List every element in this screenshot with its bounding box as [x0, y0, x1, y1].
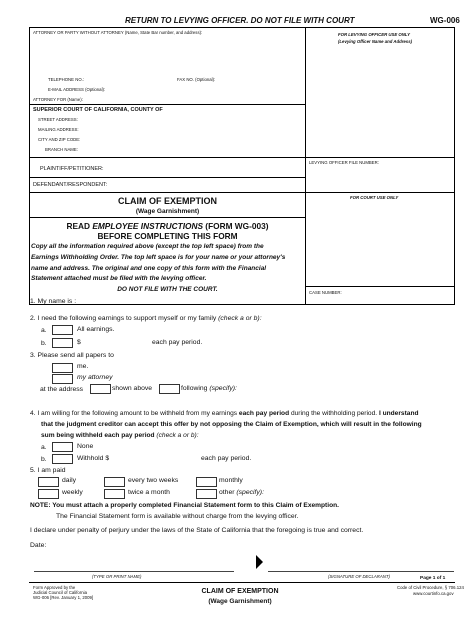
withhold-amount-checkbox[interactable]	[52, 454, 73, 464]
note-line2: The Financial Statement form is available without charge from the levying officer.	[56, 513, 299, 520]
item-2b-letter: b.	[41, 340, 47, 347]
every-two-weeks-label: every two weeks	[128, 477, 179, 484]
instructions-line: name and address. The original and one copy of this form with the Financial	[31, 265, 267, 272]
divider	[29, 217, 306, 218]
website-link[interactable]: www.courtinfo.ca.gov	[413, 591, 454, 596]
at-address-label: at the address	[40, 386, 84, 393]
all-earnings-label: All earnings.	[77, 326, 115, 333]
printed-name-line[interactable]	[34, 571, 234, 572]
telephone-label: TELEPHONE NO.:	[48, 77, 85, 82]
read-instructions-line2: BEFORE COMPLETING THIS FORM	[97, 231, 238, 241]
attorney-label: ATTORNEY OR PARTY WITHOUT ATTORNEY (Name, State Bar number, and address):	[33, 30, 203, 35]
amount-checkbox[interactable]	[52, 338, 73, 348]
case-number-label: CASE NUMBER:	[309, 290, 342, 295]
paid-twice-a-month-checkbox[interactable]	[104, 489, 125, 499]
street-label: STREET ADDRESS:	[38, 117, 78, 122]
all-earnings-checkbox[interactable]	[52, 325, 73, 335]
return-notice: RETURN TO LEVYING OFFICER. DO NOT FILE WITH COURT	[125, 16, 355, 25]
send-to-attorney-checkbox[interactable]	[52, 374, 73, 384]
dollar-sign: $	[77, 339, 81, 346]
item-4-line3: sum being withheld each pay period (check a or b):	[41, 432, 199, 439]
signature-arrow-icon	[256, 555, 264, 569]
paid-daily-checkbox[interactable]	[38, 477, 59, 487]
defendant-label: DEFENDANT/RESPONDENT:	[33, 182, 108, 188]
following-label: following (specify):	[181, 385, 237, 392]
send-to-me-checkbox[interactable]	[52, 363, 73, 373]
page-number: Page 1 of 1	[420, 576, 446, 581]
instructions-line: Copy all the information required above (except the top left space) from the	[31, 243, 264, 250]
levying-name-label: (Levying Officer Name and Address)	[338, 39, 413, 44]
court-use-label: FOR COURT USE ONLY	[350, 195, 399, 200]
plaintiff-label: PLAINTIFF/PETITIONER:	[40, 166, 104, 172]
date-label: Date:	[30, 542, 47, 549]
declaration: I declare under penalty of perjury under the laws of the State of California that the foregoing is true and correct.	[30, 527, 364, 534]
city-label: CITY AND ZIP CODE:	[38, 137, 81, 142]
footer-rule	[29, 582, 455, 583]
item-4a-letter: a.	[41, 444, 47, 451]
email-label: E-MAIL ADDRESS (Optional):	[48, 87, 106, 92]
item-2-label: 2. I need the following earnings to support myself or my family (check a or b):	[30, 315, 262, 322]
instructions-line: Earnings Withholding Order. The top left space is for your name or your attorney's	[31, 254, 286, 261]
following-checkbox[interactable]	[159, 384, 180, 394]
frame-bottom	[29, 304, 455, 305]
frame-left	[29, 27, 30, 304]
footer-approved: Form Approved by the	[33, 585, 76, 590]
paid-weekly-checkbox[interactable]	[38, 489, 59, 499]
form-number: WG-006	[430, 16, 460, 25]
daily-label: daily	[62, 477, 76, 484]
form-subtitle: (Wage Garnishment)	[135, 208, 200, 215]
item-4-line1: 4. I am willing for the following amount to be withheld from my earnings each pay period during the withholding period. I understand	[30, 410, 419, 417]
form-title: CLAIM OF EXEMPTION	[118, 196, 217, 206]
item-4-line2: that the judgment creditor can accept this offer by not opposing the Claim of Exemption, which will result in the following	[41, 421, 422, 428]
withhold-label: Withhold $	[77, 455, 110, 462]
divider	[305, 157, 455, 158]
item-4b-letter: b.	[41, 456, 47, 463]
branch-label: BRANCH NAME:	[45, 147, 78, 152]
other-label: other (specify):	[219, 489, 264, 496]
withhold-none-checkbox[interactable]	[52, 442, 73, 452]
divider	[29, 104, 306, 105]
paid-other-checkbox[interactable]	[196, 489, 217, 499]
each-pay-period-label: each pay period.	[152, 339, 203, 346]
fax-label: FAX NO. (Optional):	[177, 77, 216, 82]
weekly-label: weekly	[62, 489, 83, 496]
footer-council: Judicial Council of California	[33, 590, 87, 595]
monthly-label: monthly	[219, 477, 243, 484]
levying-use-label: FOR LEVYING OFFICER USE ONLY	[338, 32, 411, 37]
item-3-label: 3. Please send all papers to	[30, 352, 114, 359]
do-not-file-notice: DO NOT FILE WITH THE COURT.	[117, 286, 218, 293]
attorney-label: my attorney	[77, 374, 113, 381]
paid-monthly-checkbox[interactable]	[196, 477, 217, 487]
item-1-label: 1. My name is :	[30, 298, 77, 305]
each-pay-period-label: each pay period.	[201, 455, 252, 462]
none-label: None	[77, 443, 94, 450]
paid-every-two-weeks-checkbox[interactable]	[104, 477, 125, 487]
twice-a-month-label: twice a month	[128, 489, 170, 496]
signature-line[interactable]	[268, 571, 454, 572]
footer-title: CLAIM OF EXEMPTION	[201, 588, 279, 595]
divider	[305, 192, 455, 193]
divider	[305, 286, 455, 287]
footer-subtitle: (Wage Garnishment)	[208, 598, 272, 605]
item-5-label: 5. I am paid	[30, 467, 66, 474]
file-number-label: LEVYING OFFICER FILE NUMBER:	[309, 160, 379, 165]
attorney-for-label: ATTORNEY FOR (Name):	[33, 97, 83, 102]
shown-above-label: shown above	[112, 385, 153, 392]
signature-caption: (SIGNATURE OF DECLARANT)	[328, 574, 390, 579]
me-label: me.	[77, 363, 89, 370]
note-line1: NOTE: You must attach a properly completed Financial Statement form to this Claim of Exemption.	[30, 502, 339, 509]
item-2a-letter: a.	[41, 327, 47, 334]
divider	[29, 177, 306, 178]
code-reference: Code of Civil Procedure, § 706.124	[397, 585, 464, 590]
divider	[29, 157, 306, 158]
shown-above-checkbox[interactable]	[90, 384, 111, 394]
read-instructions-line1: READ EMPLOYEE INSTRUCTIONS (FORM WG-003)	[66, 221, 269, 231]
divider	[29, 192, 306, 193]
instructions-line: Statement attached must be filed with the levying officer.	[31, 275, 207, 282]
type-name-caption: (TYPE OR PRINT NAME)	[92, 574, 142, 579]
frame-divider	[305, 27, 306, 304]
mailing-label: MAILING ADDRESS:	[38, 127, 79, 132]
frame-right	[454, 27, 455, 304]
footer-revision: WG-006 [Rev. January 1, 2009]	[33, 595, 94, 600]
court-label: SUPERIOR COURT OF CALIFORNIA, COUNTY OF	[33, 107, 163, 113]
frame-top	[29, 27, 454, 28]
